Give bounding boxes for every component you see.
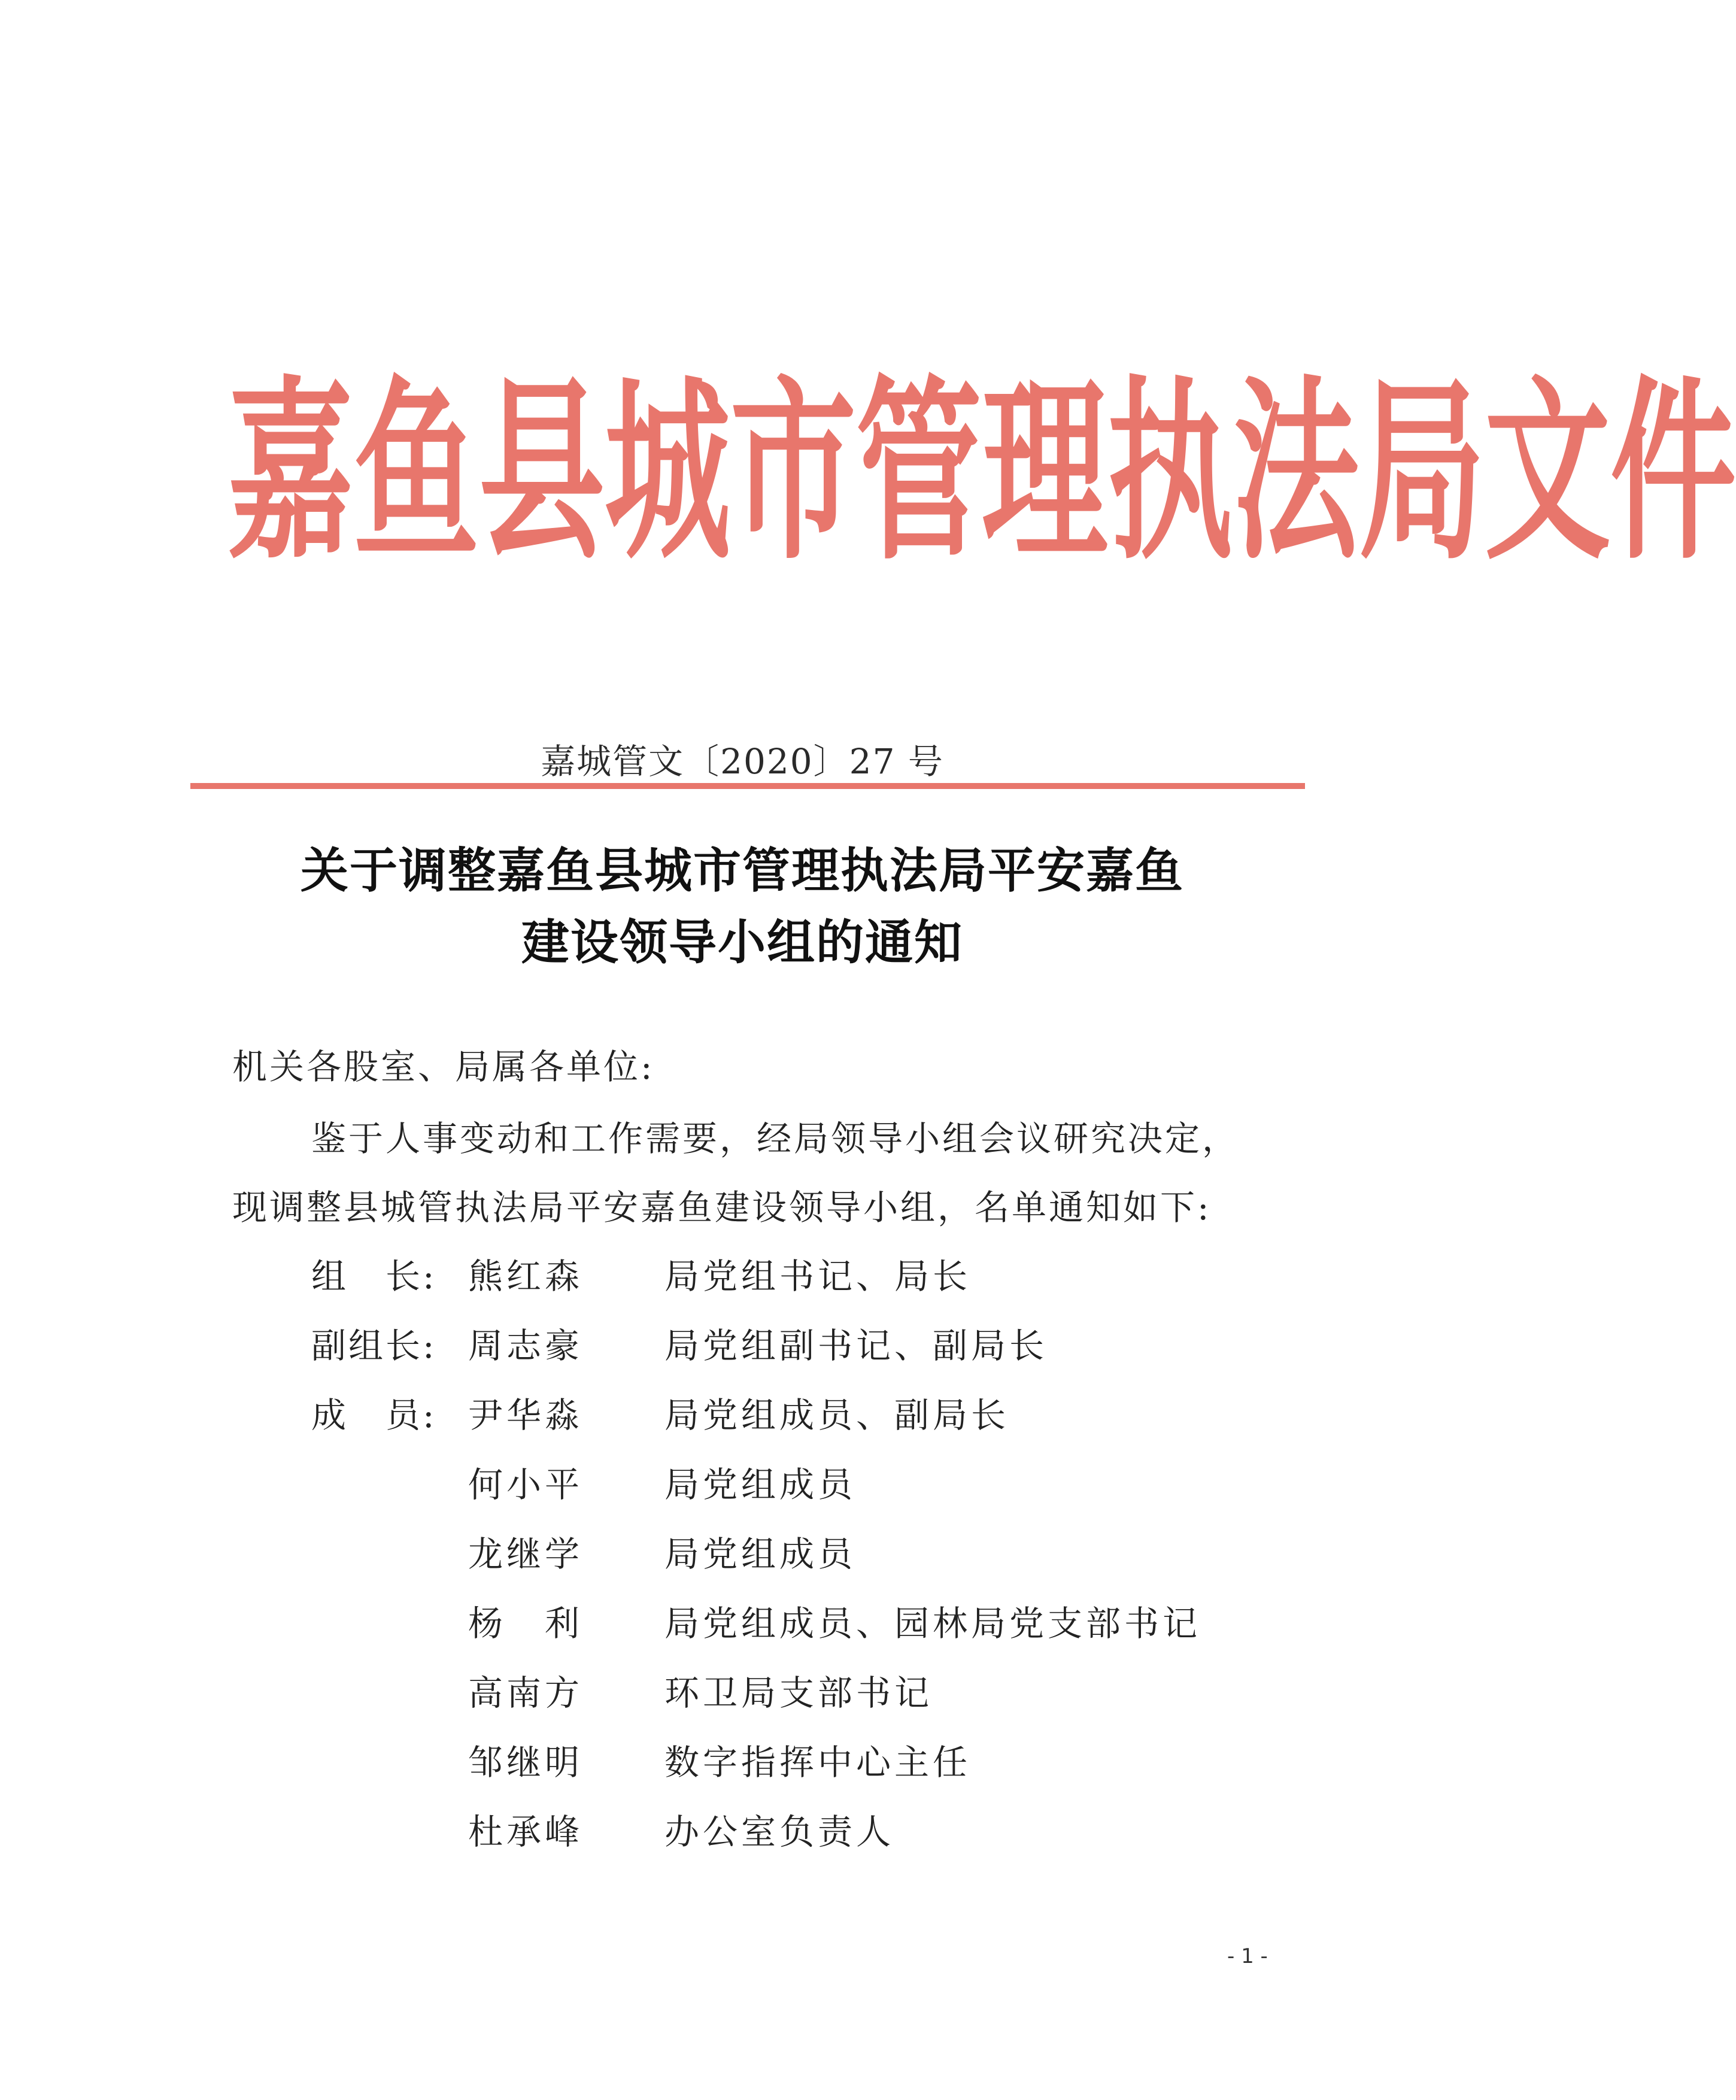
document-title-line-1: 关于调整嘉鱼县城市管理执法局平安嘉鱼	[301, 843, 1184, 899]
roster-name: 龙继学	[468, 1534, 584, 1574]
roster-position: 局党组成员、园林局党支部书记	[664, 1603, 1201, 1644]
member-roster	[311, 1248, 1293, 1873]
roster-row	[311, 1804, 1293, 1873]
roster-row	[311, 1595, 1293, 1665]
masthead-char: 件	[1610, 359, 1736, 587]
roster-name: 熊红森	[468, 1256, 584, 1297]
roster-name: 尹华淼	[468, 1395, 584, 1436]
roster-name: 周志豪	[468, 1325, 584, 1366]
masthead-char: 嘉	[227, 359, 354, 587]
masthead-char: 鱼	[353, 359, 479, 587]
roster-row	[311, 1248, 1293, 1318]
roster-name: 杜承峰	[468, 1811, 584, 1852]
roster-position: 环卫局支部书记	[664, 1673, 933, 1713]
roster-role: 成 员:	[311, 1395, 437, 1436]
masthead-char: 法	[1233, 359, 1359, 587]
roster-row	[311, 1734, 1293, 1804]
masthead-char: 市	[730, 359, 857, 587]
body-paragraph-2: 现调整县城管执法局平安嘉鱼建设领导小组，名单通知如下:	[232, 1187, 1212, 1228]
roster-name: 何小平	[468, 1464, 584, 1505]
roster-row	[311, 1665, 1293, 1734]
roster-row	[311, 1318, 1293, 1387]
roster-position: 局党组成员、副局长	[664, 1395, 1010, 1436]
roster-position: 数字指挥中心主任	[664, 1742, 972, 1783]
red-separator-rule	[190, 783, 1305, 789]
roster-name: 邹继明	[468, 1742, 584, 1783]
masthead-char: 文	[1485, 359, 1611, 587]
roster-role: 组 长:	[311, 1256, 437, 1297]
roster-position: 局党组成员	[664, 1464, 857, 1505]
roster-row	[311, 1526, 1293, 1595]
masthead-char: 县	[479, 359, 605, 587]
masthead-char: 执	[1107, 359, 1234, 587]
masthead-char: 局	[1359, 359, 1485, 587]
masthead-char: 理	[982, 359, 1108, 587]
masthead	[227, 353, 1736, 593]
roster-position: 局党组成员	[664, 1534, 857, 1574]
roster-position: 局党组副书记、副局长	[664, 1325, 1048, 1366]
roster-position: 办公室负责人	[664, 1811, 895, 1852]
salutation: 机关各股室、局属各单位:	[232, 1046, 655, 1087]
masthead-char: 城	[605, 359, 731, 587]
roster-row	[311, 1456, 1293, 1526]
page-number: - 1 -	[1227, 1944, 1268, 1968]
roster-position: 局党组书记、局长	[664, 1256, 972, 1297]
roster-name: 高南方	[468, 1673, 584, 1713]
roster-name: 杨 利	[468, 1603, 584, 1644]
roster-role: 副组长:	[311, 1325, 437, 1366]
body-paragraph-1: 鉴于人事变动和工作需要，经局领导小组会议研究决定，	[311, 1118, 1240, 1159]
document-number: 嘉城管文〔2020〕27 号	[541, 741, 944, 782]
roster-row	[311, 1387, 1293, 1456]
document-title-line-2: 建设领导小组的通知	[521, 915, 963, 970]
masthead-char: 管	[856, 359, 982, 587]
